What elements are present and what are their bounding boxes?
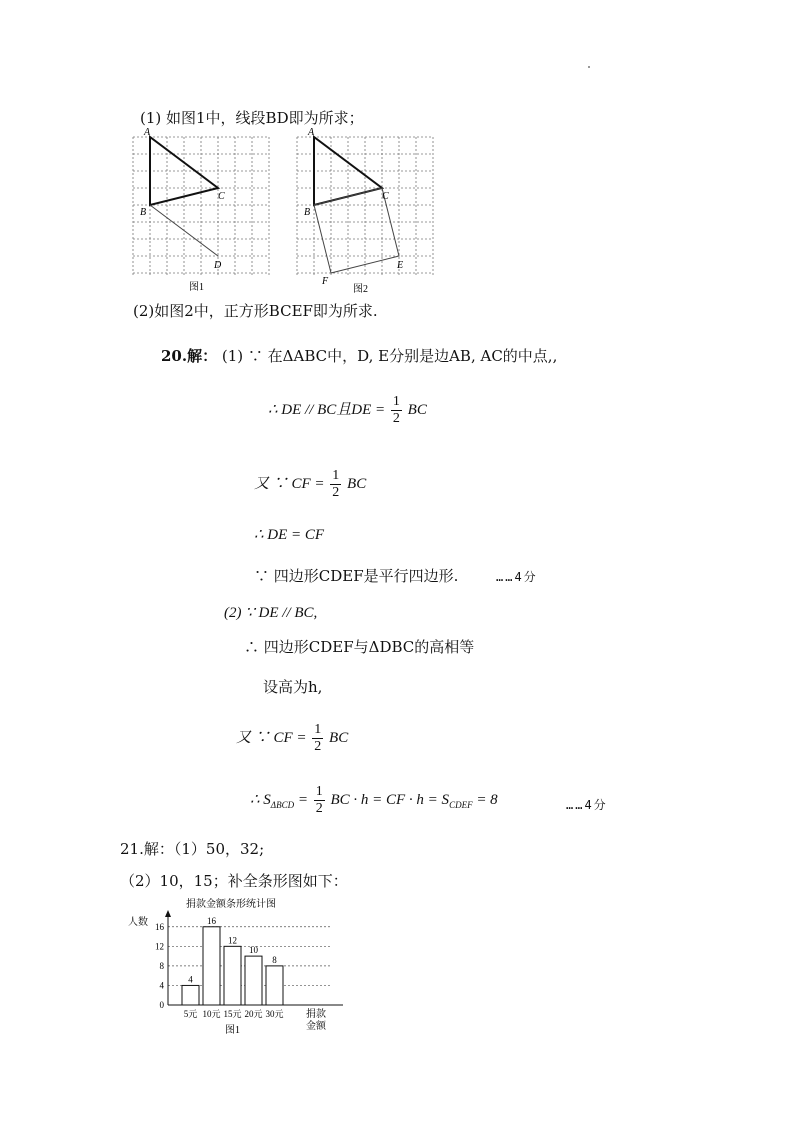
figure-1-caption: 图1 (189, 282, 204, 293)
chart-layer (155, 910, 343, 1019)
y-tick-label: 8 (159, 960, 164, 971)
x-tick-label: 5元 (183, 1009, 198, 1019)
area-subscript-bcd: ΔBCD (270, 799, 295, 810)
fraction-numerator: 1 (314, 722, 322, 737)
q20-part2-line2: ∴ 四边形CDEF与ΔDBC的高相等 (244, 638, 475, 656)
bar (266, 966, 283, 1005)
x-tick-label: 15元 (223, 1009, 242, 1019)
y-axis-arrow (165, 910, 171, 917)
label-f-2: F (322, 276, 329, 287)
x-tick-label: 20元 (244, 1009, 263, 1019)
q20-step1-left: ∴ DE // BC且DE = (268, 401, 386, 418)
chart-title: 捐款金额条形统计图 (186, 899, 276, 910)
q20-part2-line5 (250, 784, 498, 817)
data-label: 12 (228, 935, 237, 946)
q19-line1: (1) 如图1中，线段BD即为所求； (140, 109, 364, 127)
q21-line1: 21.解：（1）50，32; (120, 840, 265, 858)
q20-part2-line4-right: BC (329, 729, 349, 746)
bar-chart (118, 895, 343, 1040)
y-axis-label: 人数 (128, 917, 148, 928)
q21-line2: （2）10，15；补全条形图如下： (120, 872, 348, 890)
area-expression: BC · h = CF · h = S (330, 791, 450, 808)
score-mark-2: ……4分 (566, 798, 608, 812)
q20-part2: (2) ∵ DE // BC, (224, 605, 318, 621)
x-tick-label: 10元 (202, 1009, 221, 1019)
label-e-2: E (397, 260, 404, 271)
y-tick-label: 0 (159, 1000, 164, 1010)
fraction-denominator: 2 (315, 801, 323, 816)
fraction-denominator: 2 (392, 411, 400, 426)
grid-2 (297, 137, 433, 275)
label-b-1: B (140, 207, 147, 218)
q20-conclusion1: ∵ 四边形CDEF是平行四边形. (254, 567, 459, 585)
q20-number: 20.解： (161, 347, 218, 365)
x-axis-label-line1: 捐款 (306, 1009, 326, 1020)
q20-step3: ∴ DE = CF (254, 527, 325, 543)
fraction-half (314, 784, 325, 817)
x-tick-label: 30元 (265, 1009, 284, 1019)
score-mark-1: ……4分 (496, 570, 538, 584)
label-b-2: B (304, 207, 311, 218)
q20-step1-right: BC (407, 401, 427, 418)
label-c-2: C (382, 191, 389, 202)
bar (203, 927, 220, 1005)
q20-part2-line4 (236, 722, 348, 755)
q20-part2-line3: 设高为h, (263, 678, 323, 696)
fraction-half (391, 394, 402, 427)
q19-line2: (2)如图2中，正方形BCEF即为所求. (133, 302, 378, 320)
y-tick-label: 12 (155, 941, 164, 952)
label-c-1: C (218, 191, 225, 202)
bar (224, 946, 241, 1005)
label-d-1: D (214, 260, 222, 271)
figure-2-caption: 图2 (353, 284, 368, 295)
q20-heading (161, 345, 557, 366)
fraction-half (312, 722, 323, 755)
segment-bd (150, 205, 218, 256)
label-a-1: A (144, 127, 151, 138)
chart-caption: 图1 (225, 1025, 240, 1036)
y-tick-label: 4 (159, 980, 164, 991)
data-label: 10 (249, 945, 258, 956)
fraction-numerator: 1 (315, 784, 323, 799)
area-result: = 8 (472, 791, 498, 808)
scan-dot (588, 66, 590, 68)
q20-part1-premise: (1) ∵ 在ΔABC中，D, E分别是边AB, AC的中点,, (221, 347, 558, 365)
q20-step2-right: BC (347, 475, 367, 492)
fraction-denominator: 2 (332, 485, 340, 500)
area-equals: = (294, 791, 308, 808)
data-label: 8 (272, 954, 277, 965)
x-axis-label-line2: 金额 (306, 1021, 326, 1032)
y-tick-label: 16 (155, 921, 164, 932)
q20-part2-line4-left: 又 ∵ CF = (236, 729, 307, 746)
figure-1 (128, 125, 273, 295)
label-a-2: A (308, 127, 315, 138)
fraction-half (330, 468, 341, 501)
figure-2 (292, 125, 437, 295)
q20-step4 (254, 565, 458, 586)
bar (182, 985, 199, 1005)
data-label: 4 (188, 974, 193, 985)
q20-step2-left: 又 ∵ CF = (254, 475, 325, 492)
area-subscript-cdef: CDEF (449, 799, 473, 810)
fraction-denominator: 2 (314, 739, 322, 754)
data-label: 16 (207, 915, 216, 926)
bar (245, 956, 262, 1005)
area-s-prefix: ∴ S (250, 791, 271, 808)
fraction-numerator: 1 (392, 394, 400, 409)
grid-1 (133, 137, 269, 275)
q20-step1 (268, 394, 427, 427)
fraction-numerator: 1 (332, 468, 340, 483)
q20-step2 (254, 468, 366, 501)
